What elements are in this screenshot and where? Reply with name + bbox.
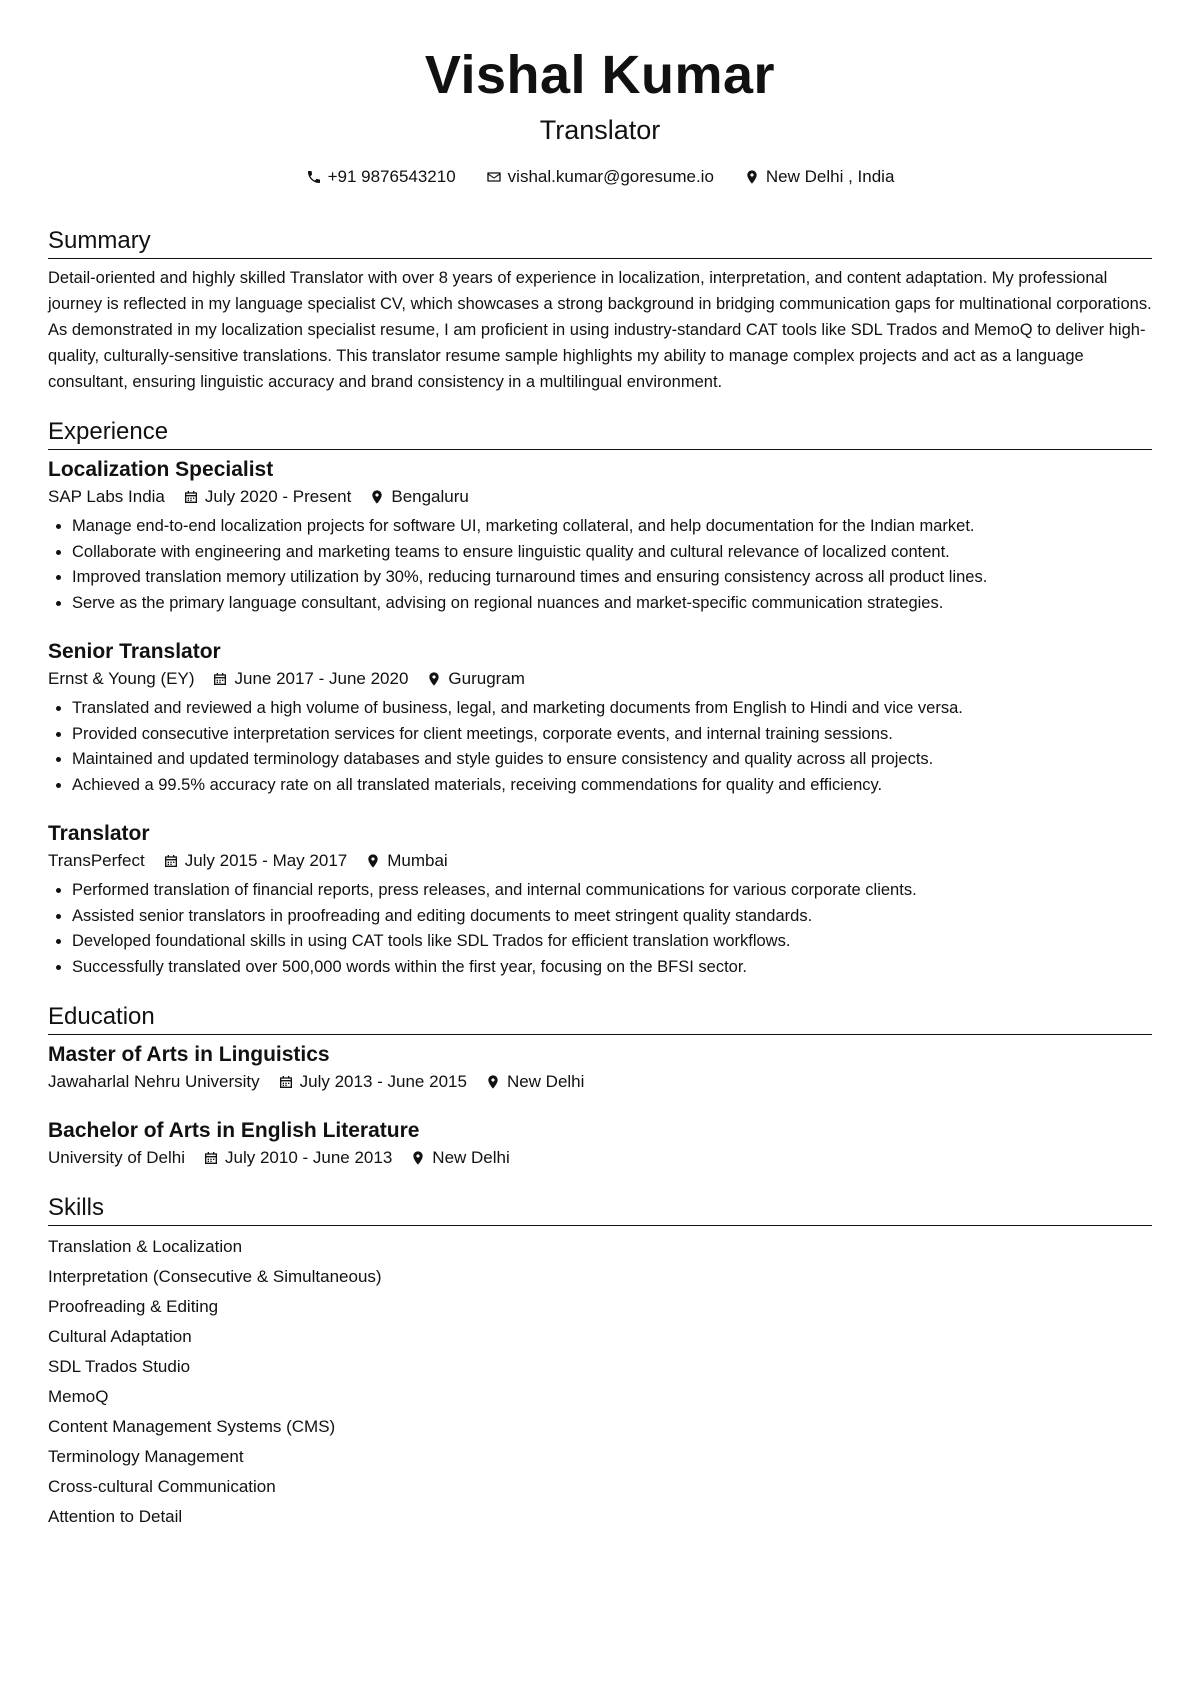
list-item: • Provided consecutive interpretation services for client meetings, corporate events, and internal training sessions. <box>72 722 1152 748</box>
job-bullets <box>48 878 1152 980</box>
location-text: New Delhi <box>506 1072 585 1091</box>
location-pin-icon <box>744 169 760 185</box>
education-meta <box>48 1145 1152 1171</box>
company-name: TransPerfect <box>48 851 145 870</box>
location-text: Bengaluru <box>391 487 469 506</box>
education-section <box>48 1002 1152 1171</box>
skill-item: Proofreading & Editing <box>48 1297 219 1316</box>
skill-item: Cultural Adaptation <box>48 1327 192 1346</box>
location-pin-icon <box>410 1150 426 1166</box>
job-dates <box>212 666 408 692</box>
location-pin-icon <box>369 489 385 505</box>
location-text: New Delhi , India <box>765 167 895 186</box>
skill-item: Attention to Detail <box>48 1507 183 1526</box>
job-dates <box>163 848 348 874</box>
section-title: Skills <box>48 1193 1152 1226</box>
list-item: • Collaborate with engineering and marketing teams to ensure linguistic quality and cultural relevance of localized content. <box>72 540 1152 566</box>
job-entry <box>48 456 1152 616</box>
education-entry <box>48 1041 1152 1095</box>
skill-item: Translation & Localization <box>48 1237 243 1256</box>
job-dates <box>183 484 351 510</box>
job-meta <box>48 848 1152 874</box>
skills-section <box>48 1193 1152 1532</box>
contact-phone <box>306 164 456 190</box>
resume-header <box>48 0 1152 190</box>
list-item: • Maintained and updated terminology databases and style guides to ensure consistency and quality across all projects. <box>72 747 1152 773</box>
company-name: Ernst & Young (EY) <box>48 669 195 688</box>
calendar-icon <box>163 853 179 869</box>
contact-location <box>744 164 895 190</box>
location-pin-icon <box>485 1074 501 1090</box>
education-dates <box>203 1145 392 1171</box>
list-item: • Improved translation memory utilization by 30%, reducing turnaround times and ensuring consistency across all product lines. <box>72 565 1152 591</box>
job-location <box>426 666 525 692</box>
list-item: • Performed translation of financial reports, press releases, and internal communications for various corporate clients. <box>72 878 1152 904</box>
list-item: • Serve as the primary language consultant, advising on regional nuances and market-specific communication strategies. <box>72 591 1152 617</box>
dates-text: July 2020 - Present <box>204 487 352 506</box>
skill-item: Terminology Management <box>48 1447 244 1466</box>
section-title: Education <box>48 1002 1152 1035</box>
list-item: • Successfully translated over 500,000 words within the first year, focusing on the BFSI sector. <box>72 955 1152 981</box>
job-bullets <box>48 696 1152 798</box>
job-entry <box>48 820 1152 980</box>
job-location <box>369 484 469 510</box>
degree-title: Master of Arts in Linguistics <box>48 1043 330 1066</box>
experience-section <box>48 417 1152 980</box>
summary-text: Detail-oriented and highly skilled Translator with over 8 years of experience in localization, interpretation, and content adaptation. My professional journey is reflected in my language specialist CV, which showcases a strong background in bridging communication gaps for multinational corporations. As demonstrated in my localization specialist resume, I am proficient in using industry-standard CAT tools like SDL Trados and MemoQ to deliver high-quality, culturally-sensitive translations. This translator resume sample highlights my ability to manage complex projects and act as a language consultant, ensuring linguistic accuracy and brand consistency in a multilingual environment. <box>48 269 1152 391</box>
school-name: University of Delhi <box>48 1148 185 1167</box>
phone-icon <box>306 169 322 185</box>
location-pin-icon <box>365 853 381 869</box>
skill-item: Cross-cultural Communication <box>48 1477 276 1496</box>
section-title: Experience <box>48 417 1152 450</box>
summary-section <box>48 226 1152 395</box>
list-item: • Developed foundational skills in using CAT tools like SDL Trados for efficient translation workflows. <box>72 929 1152 955</box>
location-text: New Delhi <box>432 1148 510 1167</box>
education-dates <box>278 1069 467 1095</box>
phone-text: +91 9876543210 <box>327 167 456 186</box>
school-name: Jawaharlal Nehru University <box>48 1072 260 1091</box>
skill-item: MemoQ <box>48 1387 109 1406</box>
candidate-role: Translator <box>539 115 661 145</box>
dates-text: July 2013 - June 2015 <box>299 1072 467 1091</box>
location-text: Mumbai <box>387 851 448 870</box>
location-pin-icon <box>426 671 442 687</box>
calendar-icon <box>203 1150 219 1166</box>
job-meta <box>48 666 1152 692</box>
job-title: Senior Translator <box>48 640 221 663</box>
job-title: Localization Specialist <box>48 458 274 481</box>
education-entry <box>48 1117 1152 1171</box>
calendar-icon <box>212 671 228 687</box>
degree-title: Bachelor of Arts in English Literature <box>48 1119 420 1142</box>
skill-item: SDL Trados Studio <box>48 1357 191 1376</box>
list-item: • Translated and reviewed a high volume of business, legal, and marketing documents from English to Hindi and vice versa. <box>72 696 1152 722</box>
job-location <box>365 848 447 874</box>
location-text: Gurugram <box>448 669 525 688</box>
education-meta <box>48 1069 1152 1095</box>
job-title: Translator <box>48 822 150 845</box>
contact-email <box>486 164 714 190</box>
education-location <box>485 1069 584 1095</box>
job-meta <box>48 484 1152 510</box>
list-item: • Manage end-to-end localization projects for software UI, marketing collateral, and help documentation for the Indian market. <box>72 514 1152 540</box>
dates-text: June 2017 - June 2020 <box>234 669 409 688</box>
candidate-name: Vishal Kumar <box>424 45 776 105</box>
job-bullets <box>48 514 1152 616</box>
dates-text: July 2010 - June 2013 <box>225 1148 393 1167</box>
envelope-icon <box>486 169 502 185</box>
email-text: vishal.kumar@goresume.io <box>507 167 714 186</box>
company-name: SAP Labs India <box>48 487 165 506</box>
calendar-icon <box>183 489 199 505</box>
dates-text: July 2015 - May 2017 <box>184 851 348 870</box>
list-item: • Assisted senior translators in proofreading and editing documents to meet stringent quality standards. <box>72 904 1152 930</box>
contact-row <box>48 164 1152 190</box>
skill-item: Content Management Systems (CMS) <box>48 1417 336 1436</box>
section-title: Summary <box>48 226 1152 259</box>
skills-list <box>48 1232 1152 1532</box>
list-item: • Achieved a 99.5% accuracy rate on all translated materials, receiving commendations for quality and efficiency. <box>72 773 1152 799</box>
job-entry <box>48 638 1152 798</box>
skill-item: Interpretation (Consecutive & Simultaneous) <box>48 1267 382 1286</box>
education-location <box>410 1145 509 1171</box>
calendar-icon <box>278 1074 294 1090</box>
